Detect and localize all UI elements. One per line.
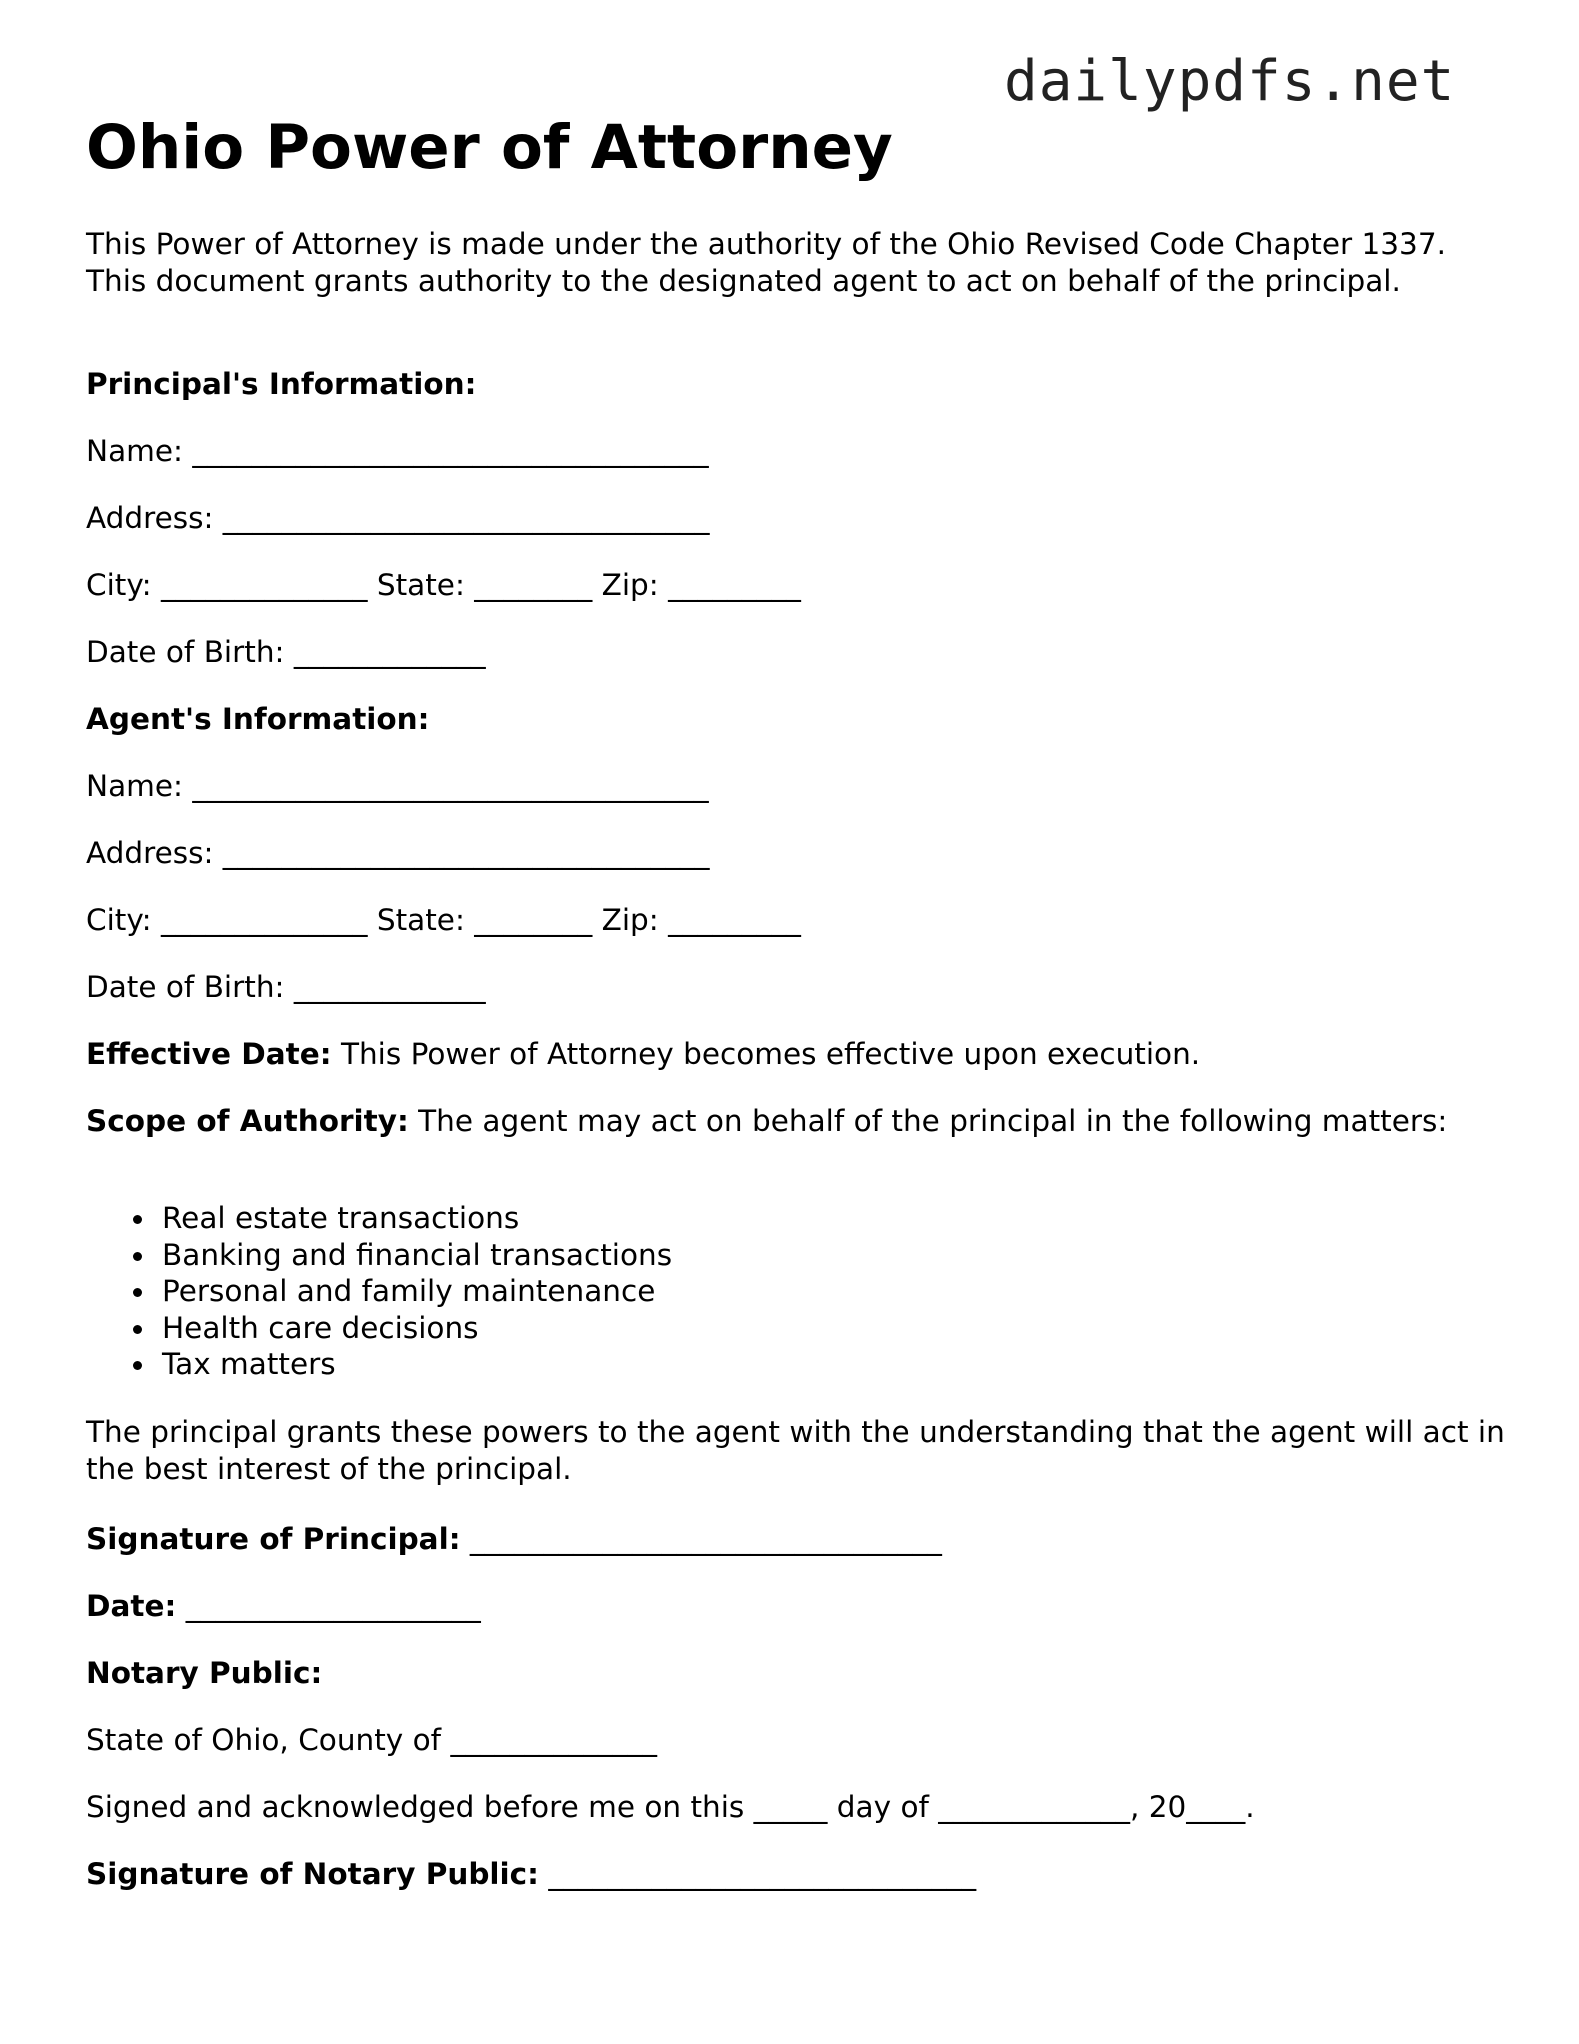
scope-section xyxy=(86,1103,1506,1140)
principal-name-field[interactable]: Name: ___________________________________ xyxy=(86,434,709,468)
scope-list xyxy=(86,1200,672,1383)
agent-dob-field[interactable]: Date of Birth: _____________ xyxy=(86,970,486,1004)
list-item-text: Personal and family maintenance xyxy=(162,1274,656,1309)
principal-city-state-zip-field[interactable]: City: ______________ State: ________ Zip: _________ xyxy=(86,568,801,602)
document-title: Ohio Power of Attorney xyxy=(86,112,893,183)
bullet-icon xyxy=(133,1361,142,1370)
list-item xyxy=(86,1346,672,1383)
bullet-icon xyxy=(133,1288,142,1297)
list-item xyxy=(86,1237,672,1274)
principal-dob-field[interactable]: Date of Birth: _____________ xyxy=(86,635,486,669)
bullet-icon xyxy=(133,1325,142,1334)
agent-name-field[interactable]: Name: ___________________________________ xyxy=(86,769,709,803)
notary-county-field[interactable]: State of Ohio, County of ______________ xyxy=(86,1723,657,1757)
scope-text: The agent may act on behalf of the principal in the following matters: xyxy=(408,1104,1448,1138)
list-item xyxy=(86,1273,672,1310)
effective-date-section xyxy=(86,1036,1506,1073)
list-item-text: Tax matters xyxy=(162,1347,336,1382)
effective-date-text: This Power of Attorney becomes effective upon execution. xyxy=(331,1037,1201,1071)
date-field[interactable]: ____________________ xyxy=(176,1589,481,1623)
notary-signature-field[interactable]: _____________________________ xyxy=(538,1857,977,1891)
list-item-text: Real estate transactions xyxy=(162,1201,520,1235)
intro-paragraph: This Power of Attorney is made under the authority of the Ohio Revised Code Chapter 1337. This document grants authority to the designated agent to act on behalf of the principal. xyxy=(86,227,1446,298)
principal-heading: Principal's Information: xyxy=(86,367,477,401)
watermark: dailypdfs.net xyxy=(1004,49,1456,114)
principal-signature-section xyxy=(86,1521,1506,1558)
principal-signature-label: Signature of Principal: xyxy=(86,1522,461,1556)
bullet-icon xyxy=(133,1215,142,1224)
notary-signature-label: Signature of Notary Public: xyxy=(86,1857,539,1891)
list-item xyxy=(86,1310,672,1347)
notary-acknowledgment-field[interactable]: Signed and acknowledged before me on this _____ day of _____________, 20____. xyxy=(86,1790,1255,1824)
effective-date-label: Effective Date: xyxy=(86,1037,332,1071)
date-label: Date: xyxy=(86,1589,177,1623)
list-item-text: Health care decisions xyxy=(162,1310,479,1345)
agent-city-state-zip-field[interactable]: City: ______________ State: ________ Zip: _________ xyxy=(86,903,801,937)
notary-heading: Notary Public: xyxy=(86,1656,323,1690)
principal-address-field[interactable]: Address: _________________________________ xyxy=(86,501,710,535)
principal-signature-field[interactable]: ________________________________ xyxy=(460,1522,942,1556)
grant-paragraph: The principal grants these powers to the agent with the understanding that the agent will act in the best interest of the principal. xyxy=(86,1415,1505,1486)
list-item-text: Banking and financial transactions xyxy=(162,1237,673,1272)
bullet-icon xyxy=(133,1252,142,1261)
agent-heading: Agent's Information: xyxy=(86,702,430,736)
scope-label: Scope of Authority: xyxy=(86,1104,409,1138)
agent-address-field[interactable]: Address: _________________________________ xyxy=(86,836,710,870)
date-section xyxy=(86,1588,1506,1625)
list-item xyxy=(86,1200,672,1237)
notary-signature-section xyxy=(86,1856,1506,1893)
